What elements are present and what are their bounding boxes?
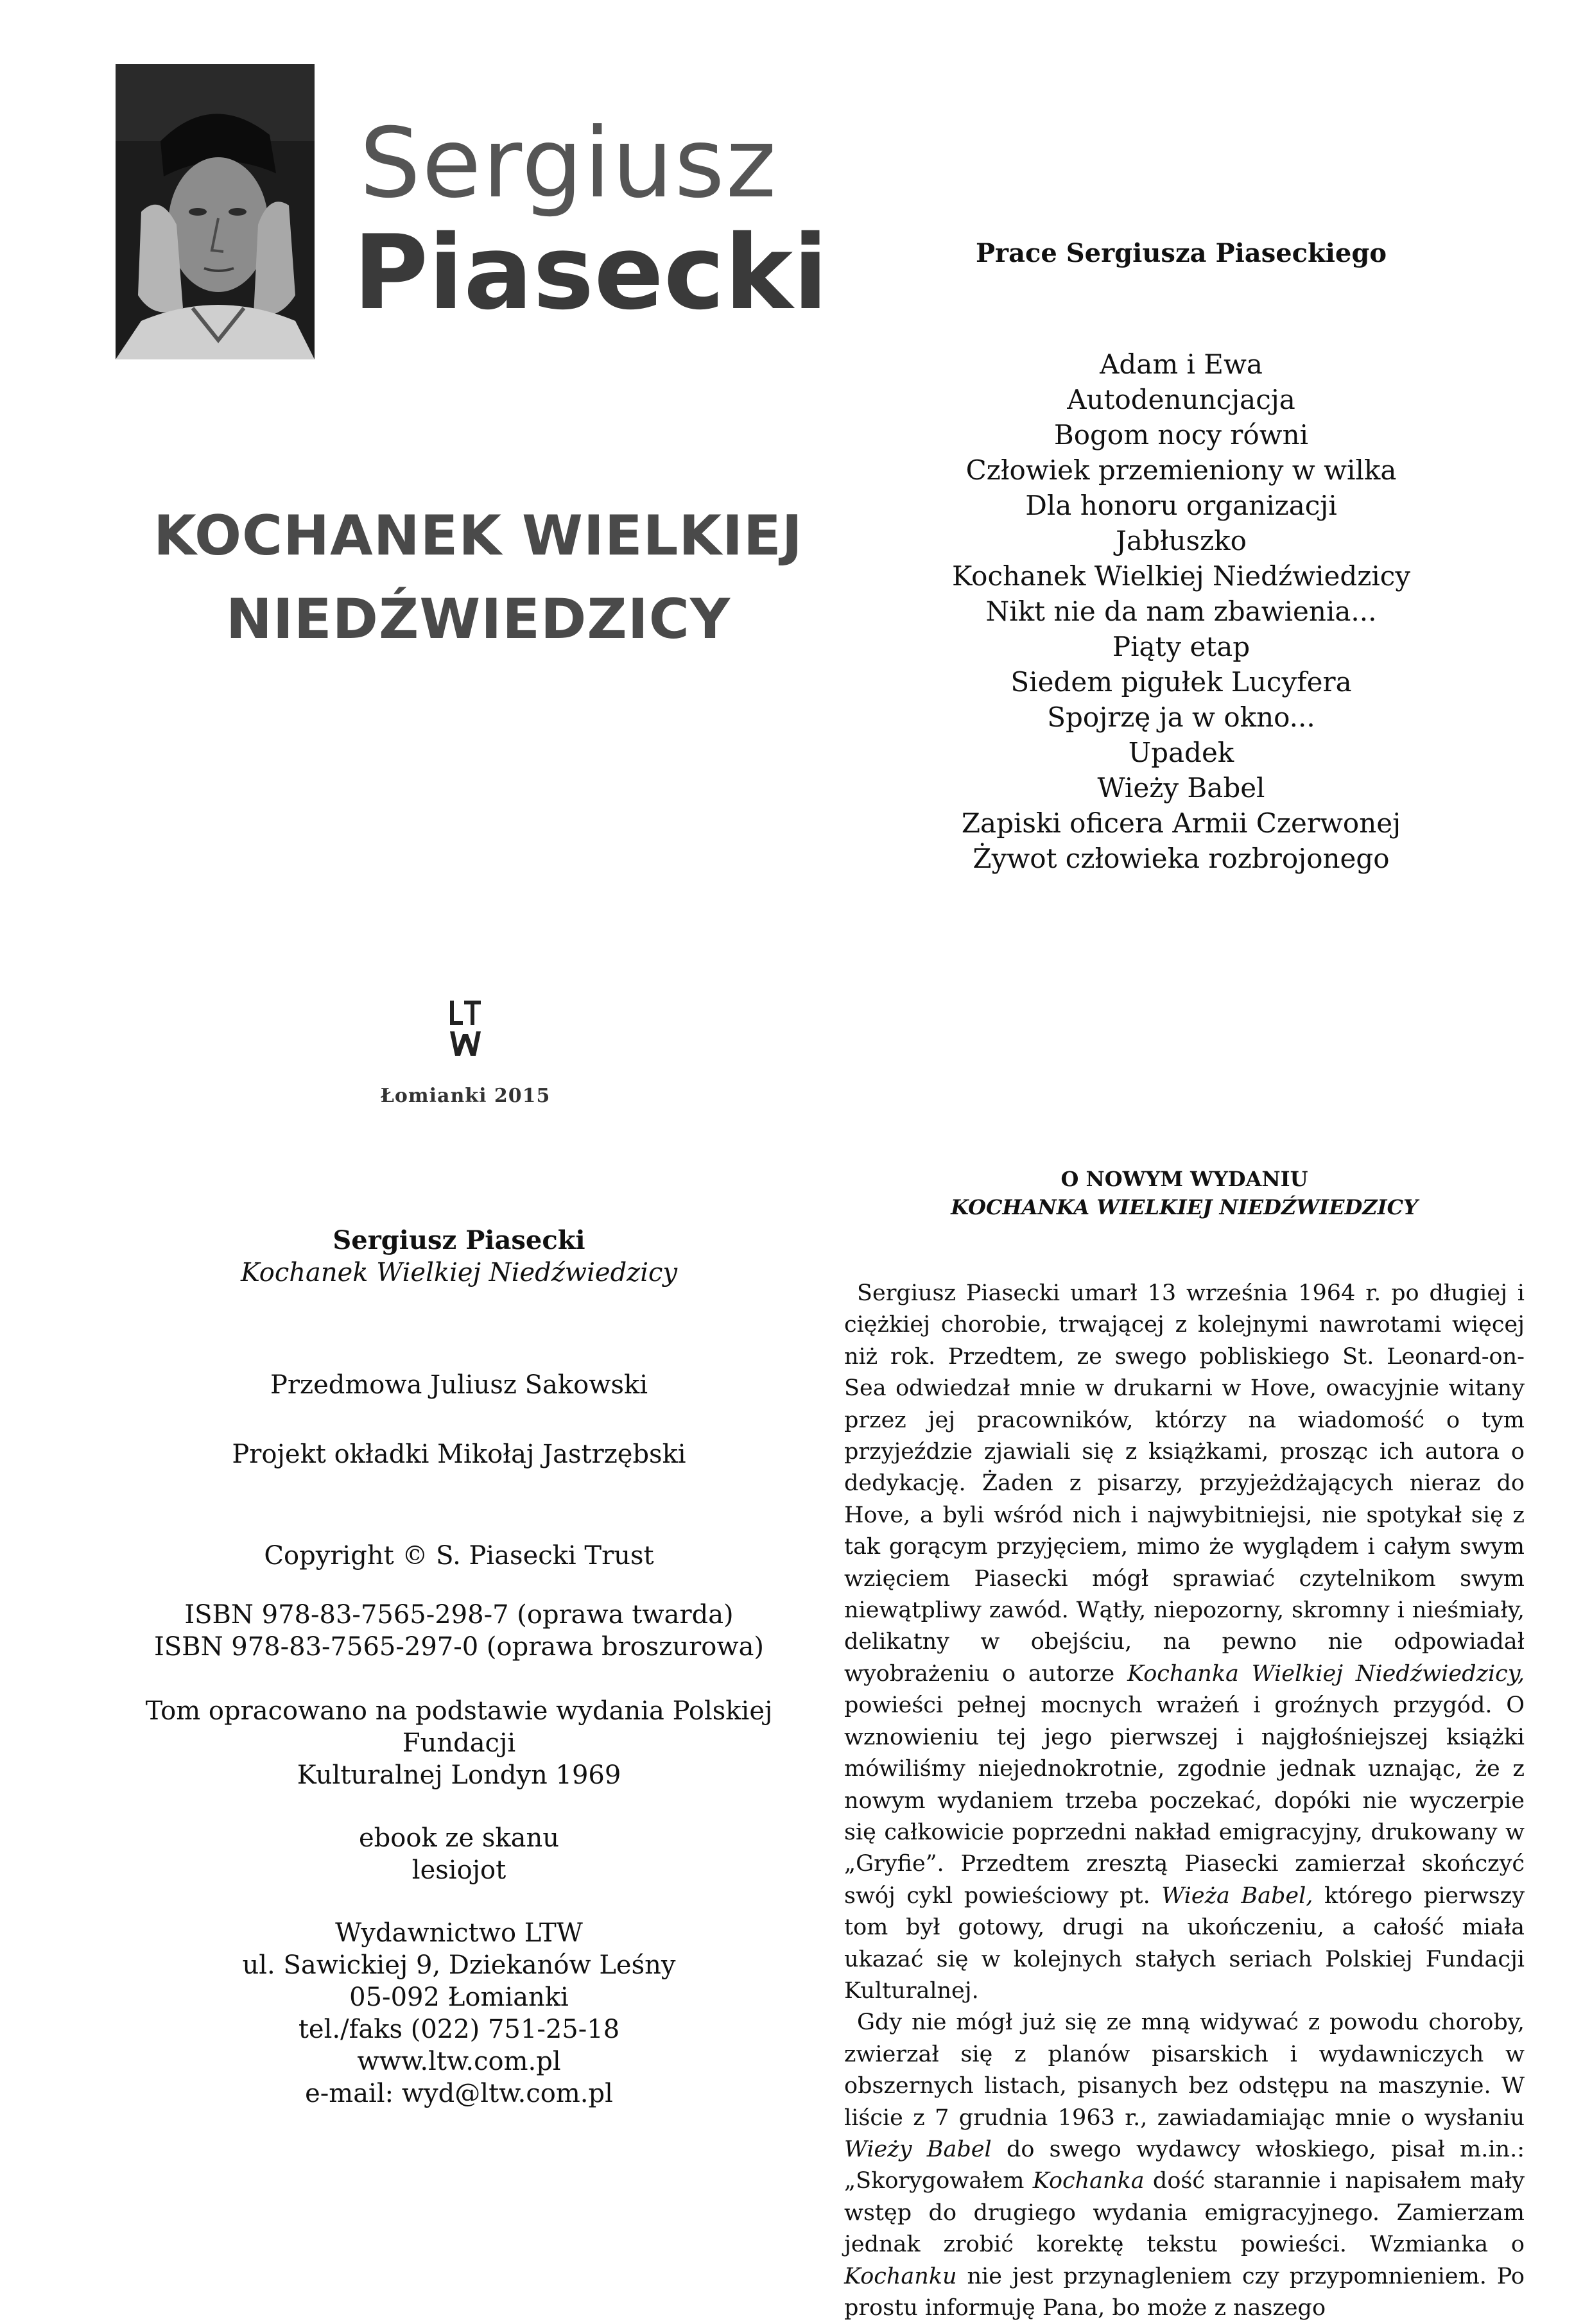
article-text: dość starannie i napisałem mały wstęp do drugiego wydania emigracyjnego. Zamierzam jednak zrobić korektę tekstu powieści. Wzmianka o xyxy=(844,2168,1525,2258)
works-list-item: Autodenuncjacja xyxy=(1067,384,1295,415)
colophon-foreword: Przedmowa Juliusz Sakowski xyxy=(270,1370,648,1400)
works-list-item: Bogom nocy równi xyxy=(1053,419,1309,451)
article-text: Gdy nie mógł już się ze mną widywać z powodu choroby, zwierzał się z planów pisarskich i wydawniczych w obszernych listach, pisanych bez odstępu na maszynie. W liście z 7 grudnia 1963 r., zawiadamiając mnie o wysłaniu xyxy=(844,2010,1525,2131)
colophon-cover-design: Projekt okładki Mikołaj Jastrzębski xyxy=(232,1440,686,1469)
colophon-phone: tel./faks (022) 751-25-18 xyxy=(298,2015,620,2044)
works-list-item: Piąty etap xyxy=(1112,631,1250,662)
works-list-item: Zapiski oficera Armii Czerwonej xyxy=(961,807,1401,839)
works-list-item: Siedem pigułek Lucyfera xyxy=(1010,666,1352,698)
works-list-item: Nikt nie da nam zbawienia... xyxy=(985,596,1377,627)
colophon-basis-line-1: Tom opracowano na podstawie wydania Polskiej Fundacji xyxy=(145,1696,773,1758)
article-paragraph xyxy=(844,1278,1525,2007)
author-portrait-image xyxy=(116,64,315,359)
cover-author-first-name: Sergiusz xyxy=(359,108,778,219)
works-list-item: Wieży Babel xyxy=(1097,772,1265,804)
works-list-item: Człowiek przemieniony w wilka xyxy=(965,454,1397,486)
works-section xyxy=(835,237,1528,876)
works-list-item: Adam i Ewa xyxy=(1100,349,1263,380)
portrait-illustration xyxy=(116,64,315,359)
colophon-email: e-mail: wyd@ltw.com.pl xyxy=(305,2079,613,2108)
cover-title-line-2: NIEDŹWIEDZICY xyxy=(225,587,731,651)
article-emphasis: Wieża Babel, xyxy=(1161,1882,1313,1909)
colophon-ebook-line-1: ebook ze skanu xyxy=(359,1823,559,1853)
article-text: którego pierwszy tom był gotowy, drugi na ukończeniu, a całość miała ukazać się w kolejnych stałych seriach Polskiej Fundacji Kulturalnej. xyxy=(844,1882,1525,2004)
article-emphasis: Kochanku xyxy=(844,2263,957,2289)
publisher-ltw-logo xyxy=(446,998,485,1059)
colophon-author: Sergiusz Piasecki xyxy=(333,1225,585,1255)
article-text: do swego wydawcy włoskiego, pisał m.in.: „Skorygowałem xyxy=(844,2136,1525,2194)
cover-place-year: Łomianki 2015 xyxy=(380,1085,551,1107)
article-emphasis: Wieży Babel xyxy=(844,2136,992,2162)
article-emphasis: Kochanka Wielkiej Niedźwiedzicy, xyxy=(1127,1660,1525,1687)
colophon-isbn-paperback: ISBN 978-83-7565-297-0 (oprawa broszurowa) xyxy=(153,1632,765,1662)
works-list-item: Żywot człowieka rozbrojonego xyxy=(973,843,1390,874)
works-list xyxy=(835,347,1528,876)
article-text: Sergiusz Piasecki umarł 13 września 1964 r. po długiej i ciężkiej chorobie, trwającej z kolejnymi nawrotami więcej niż rok. Przedtem, ze swego pobliskiego St. Leonard-on-Sea odwiedzał mnie w drukarni w Hove, owacyjnie witany przez jej pracowników, którzy na wiadomość o tym przyjeździe zjawiali się z książkami, prosząc ich autora o dedykację. Żaden z pisarzy, przyjeżdżających nieraz do Hove, a byli wśród nich i najwybitniejsi, nie spotykał się z tak gorącym przyjęciem, mimo że wyglądem i całym swym wzięciem Piasecki mógł sprawiać czytelnikom swym niewątpliwy zawód. Wątły, niepozorny, skromny i nieśmiały, delikatny w obejściu, na pewno nie odpowiadał wyobrażeniu o autorze xyxy=(844,1280,1525,1687)
colophon-postal: 05-092 Łomianki xyxy=(349,1983,569,2012)
works-heading: Prace Sergiusza Piaseckiego xyxy=(975,238,1387,268)
colophon-basis-line-2: Kulturalnej Londyn 1969 xyxy=(297,1760,621,1790)
colophon-ebook-line-2: lesiojot xyxy=(411,1855,506,1885)
cover-author-last-name: Piasecki xyxy=(353,212,828,332)
colophon-section xyxy=(96,1225,822,2110)
works-list-item: Kochanek Wielkiej Niedźwiedzicy xyxy=(951,560,1411,592)
article-paragraph xyxy=(844,2007,1525,2324)
works-list-item: Dla honoru organizacji xyxy=(1025,490,1337,521)
article-body xyxy=(844,1278,1525,2324)
article-heading: O NOWYM WYDANIU xyxy=(1060,1167,1308,1191)
article-text: powieści pełnej mocnych wrażeń i groźnych przygód. O wznowieniu tej jego pierwszej i najgłośniejszej książki mówiliśmy niejednokrotnie, zgodnie jednak uznając, że z nowym wydaniem trzeba poczekać, dopóki nie wyczerpie się całkowicie poprzedni nakład emigracyjny, drukowany w „Gryfie”. Przedtem zresztą Piasecki zamierzał skończyć swój cykl powieściowy pt. xyxy=(844,1692,1525,1909)
works-list-item: Spojrzę ja w okno... xyxy=(1047,702,1315,733)
colophon-copyright: Copyright © S. Piasecki Trust xyxy=(264,1541,654,1571)
article-emphasis: Kochanka xyxy=(1032,2168,1145,2194)
colophon-street: ul. Sawickiej 9, Dziekanów Leśny xyxy=(242,1950,676,1980)
cover-title-line-1: KOCHANEK WIELKIEJ xyxy=(153,504,803,568)
cover-book-title xyxy=(109,494,847,661)
colophon-publisher: Wydawnictwo LTW xyxy=(335,1918,583,1948)
article-text: nie jest przynagleniem czy przypomnieniem. Po prostu informuję Pana, bo może z naszego xyxy=(844,2263,1525,2321)
colophon-website: www.ltw.com.pl xyxy=(357,2047,561,2076)
colophon-isbn-hardcover: ISBN 978-83-7565-298-7 (oprawa twarda) xyxy=(184,1600,734,1630)
article-section xyxy=(844,1165,1525,2324)
works-list-item: Upadek xyxy=(1128,737,1234,768)
works-list-item: Jabłuszko xyxy=(1116,525,1247,556)
article-subheading: KOCHANKA WIELKIEJ NIEDŹWIEDZICY xyxy=(951,1195,1418,1219)
ltw-logo-icon xyxy=(446,998,485,1059)
colophon-title: Kochanek Wielkiej Niedźwiedzicy xyxy=(240,1258,678,1287)
